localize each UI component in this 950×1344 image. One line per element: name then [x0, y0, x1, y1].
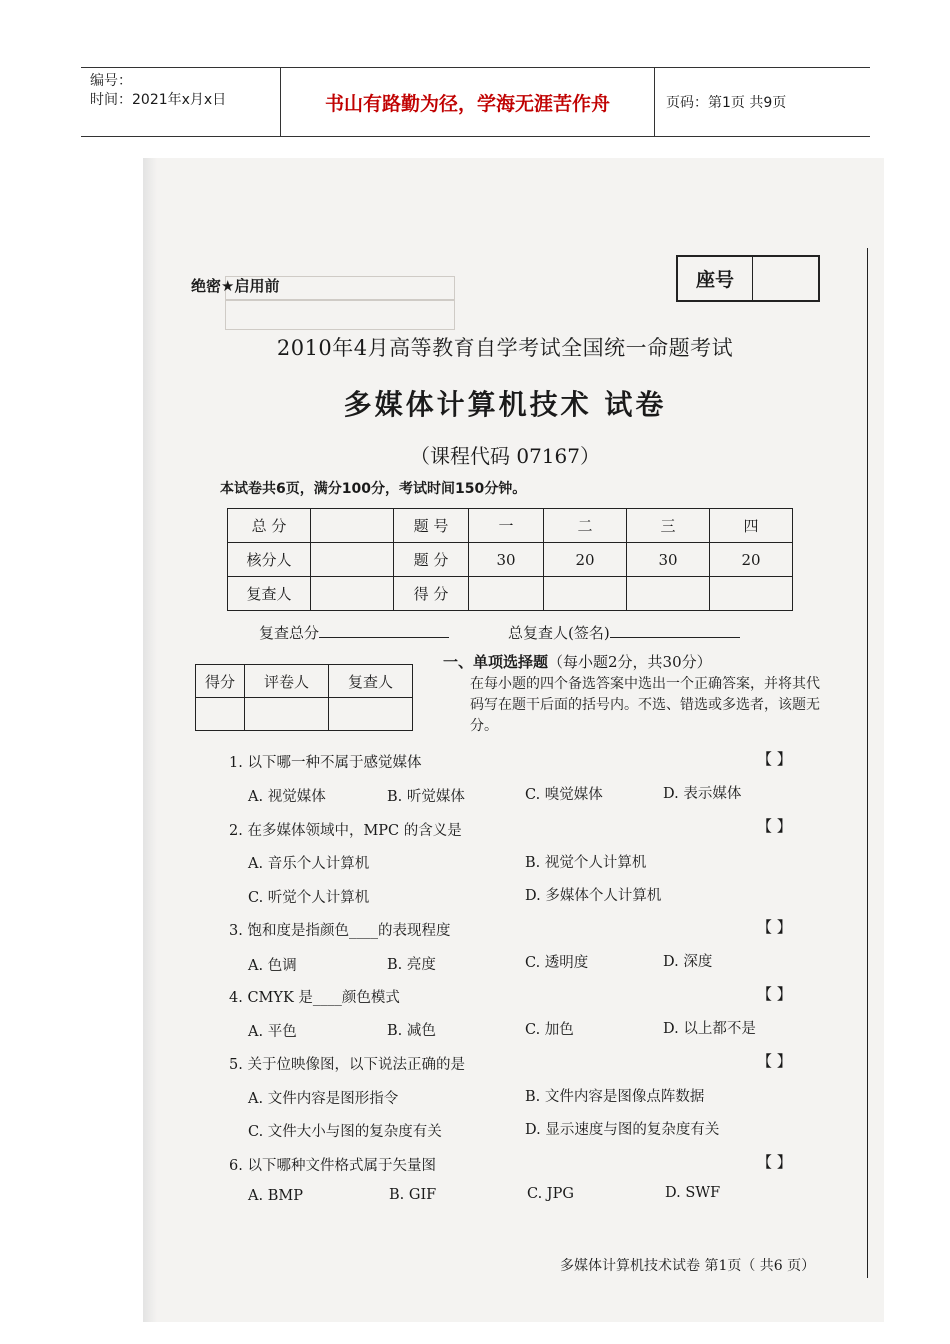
cell-header: 一 — [469, 509, 544, 543]
motto: 书山有路勤为径，学海无涯苦作舟 — [281, 68, 655, 136]
option-a: A. 音乐个人计算机 — [248, 856, 370, 872]
option-d: D. 显示速度与图的复杂度有关 — [525, 1122, 720, 1138]
option-a: A. 文件内容是图形指令 — [248, 1091, 399, 1107]
chief-check-line — [508, 622, 740, 643]
grader-blank-cell — [245, 698, 329, 731]
option-c: C. 文件大小与图的复杂度有关 — [248, 1124, 442, 1140]
answer-bracket: 【 】 — [757, 985, 792, 1003]
option-a: A. 色调 — [248, 958, 297, 974]
question-stem: 4. CMYK 是____颜色模式 — [229, 990, 400, 1006]
cell-label: 复查人 — [228, 577, 311, 611]
answer-bracket: 【 】 — [757, 817, 792, 835]
grader-blank-cell — [329, 698, 413, 731]
cell-points: 20 — [544, 543, 627, 577]
option-c: C. JPG — [527, 1186, 574, 1202]
section-description: 在每小题的四个备选答案中选出一个正确答案，并将其代码写在题干后面的括号内。不选、错选或多选者，该题无分。 — [470, 676, 820, 734]
header-meta-cell — [81, 68, 281, 136]
page-label: 页码：第1页 共9页 — [666, 95, 787, 111]
cell-label: 总 分 — [228, 509, 311, 543]
score-row-3 — [228, 577, 793, 611]
question-stem: 3. 饱和度是指颜色____的表现程度 — [229, 923, 451, 939]
option-d: D. SWF — [665, 1185, 721, 1201]
grader-header-row — [196, 665, 413, 698]
option-a: A. 平色 — [248, 1024, 297, 1040]
cell-score — [710, 577, 793, 611]
cell-header: 二 — [544, 509, 627, 543]
page-footer: 多媒体计算机技术试卷 第1页（ 共6 页） — [560, 1258, 816, 1274]
cell-points: 20 — [710, 543, 793, 577]
section-heading — [443, 651, 712, 672]
question-stem: 2. 在多媒体领域中，MPC 的含义是 — [229, 823, 462, 839]
option-d: D. 深度 — [663, 954, 713, 970]
option-c: C. 嗅觉媒体 — [525, 787, 603, 803]
document-header — [81, 67, 870, 137]
chief-check-label: 总复查人(签名) — [508, 624, 610, 642]
grader-score-header: 得分 — [196, 665, 245, 698]
bleed-through-line — [225, 299, 455, 301]
cell-label: 核分人 — [228, 543, 311, 577]
grader-table — [195, 664, 413, 731]
score-table — [227, 508, 793, 611]
total-check-label: 复查总分 — [259, 624, 320, 642]
code-label: 编号： — [90, 73, 132, 89]
answer-bracket: 【 】 — [757, 1052, 792, 1070]
option-b: B. 文件内容是图像点阵数据 — [525, 1089, 705, 1105]
cell-score — [469, 577, 544, 611]
grader-checker-header: 复查人 — [329, 665, 413, 698]
subject-title: 多媒体计算机技术 试卷 — [343, 388, 667, 421]
score-row-1 — [228, 509, 793, 543]
option-b: B. 听觉媒体 — [387, 789, 465, 805]
cell-points: 30 — [469, 543, 544, 577]
course-code: （课程代码 07167） — [410, 444, 600, 468]
cell-header: 三 — [627, 509, 710, 543]
question-stem: 1. 以下哪一种不属于感觉媒体 — [229, 755, 422, 771]
answer-bracket: 【 】 — [757, 750, 792, 768]
grader-reviewer-header: 评卷人 — [245, 665, 329, 698]
grader-blank-cell — [196, 698, 245, 731]
option-c: C. 加色 — [525, 1022, 574, 1038]
score-row-2 — [228, 543, 793, 577]
cell-value — [311, 543, 394, 577]
option-b: B. 亮度 — [387, 957, 436, 973]
exam-title: 2010年4月高等教育自学考试全国统一命题考试 — [276, 336, 734, 360]
question-stem: 6. 以下哪种文件格式属于矢量图 — [229, 1158, 436, 1174]
option-a: A. BMP — [248, 1188, 303, 1204]
question-stem: 5. 关于位映像图，以下说法正确的是 — [229, 1057, 465, 1073]
option-b: B. 视觉个人计算机 — [525, 855, 647, 871]
cell-value — [311, 577, 394, 611]
option-d: D. 以上都不是 — [663, 1021, 756, 1037]
signature-blank — [319, 623, 449, 638]
paper-note: 本试卷共6页，满分100分，考试时间150分钟。 — [220, 481, 527, 497]
seat-number-box — [676, 255, 820, 302]
total-check-line — [259, 622, 449, 643]
cell-points: 30 — [627, 543, 710, 577]
grader-blank-row — [196, 698, 413, 731]
option-d: D. 表示媒体 — [663, 786, 742, 802]
cell-header: 四 — [710, 509, 793, 543]
option-b: B. GIF — [389, 1187, 437, 1203]
option-c: C. 透明度 — [525, 955, 589, 971]
option-b: B. 减色 — [387, 1023, 436, 1039]
answer-bracket: 【 】 — [757, 918, 792, 936]
cell-score — [544, 577, 627, 611]
cell-value — [311, 509, 394, 543]
section-title: 一、单项选择题 — [443, 653, 549, 671]
option-d: D. 多媒体个人计算机 — [525, 888, 662, 904]
section-points: （每小题2分，共30分） — [548, 653, 712, 671]
secret-label: 绝密★启用前 — [191, 277, 280, 295]
cell-score — [627, 577, 710, 611]
option-c: C. 听觉个人计算机 — [248, 890, 370, 906]
answer-bracket: 【 】 — [757, 1153, 792, 1171]
time-label: 时间：2021年x月x日 — [90, 92, 227, 108]
seat-label: 座号 — [678, 257, 753, 300]
cell-label: 题 号 — [394, 509, 469, 543]
cell-label: 得 分 — [394, 577, 469, 611]
cell-label: 题 分 — [394, 543, 469, 577]
option-a: A. 视觉媒体 — [248, 789, 326, 805]
signature-blank — [610, 623, 740, 638]
